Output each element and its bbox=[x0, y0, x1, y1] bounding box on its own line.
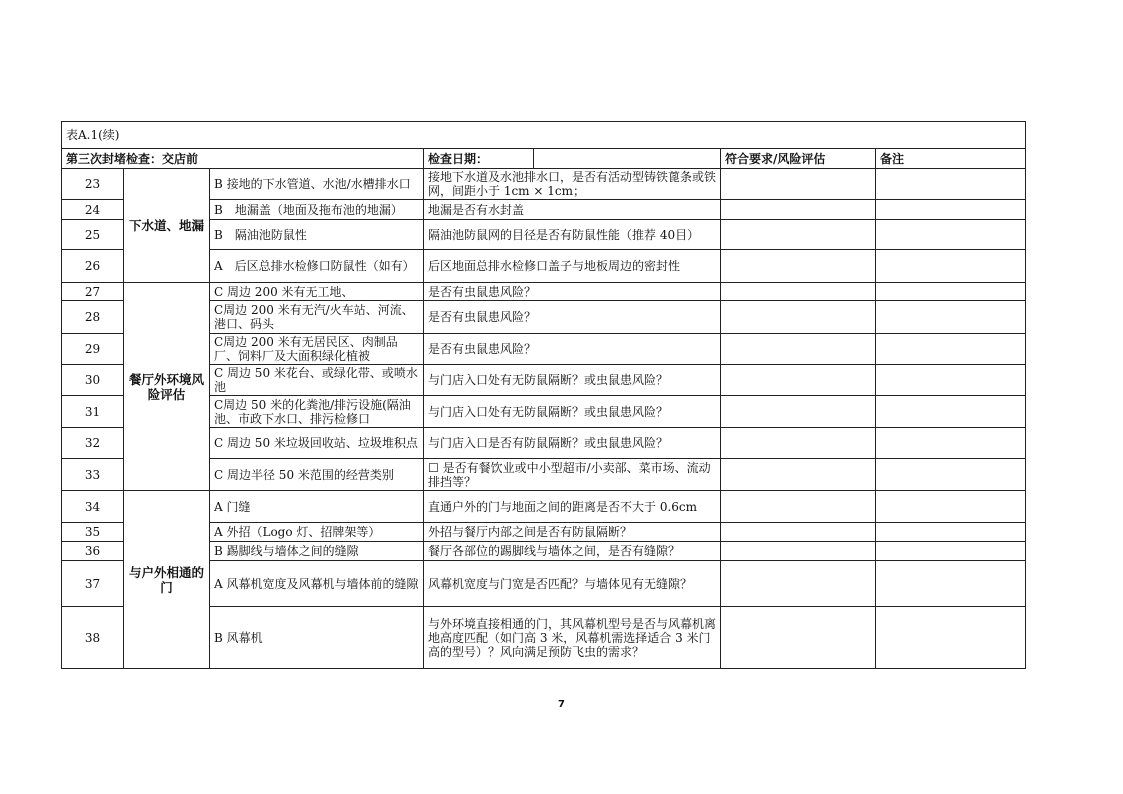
assessment-cell[interactable] bbox=[721, 459, 876, 491]
check-item: C周边 200 米有无汽/火车站、河流、港口、码头 bbox=[210, 301, 424, 334]
row-number: 24 bbox=[62, 200, 124, 220]
check-item: C 周边 200 米有无工地、 bbox=[210, 283, 424, 301]
assessment-header: 符合要求/风险评估 bbox=[721, 149, 876, 169]
remarks-cell[interactable] bbox=[876, 220, 1026, 250]
remarks-cell[interactable] bbox=[876, 301, 1026, 334]
remarks-cell[interactable] bbox=[876, 250, 1026, 283]
remarks-cell[interactable] bbox=[876, 561, 1026, 607]
date-value bbox=[534, 149, 721, 169]
row-number: 23 bbox=[62, 169, 124, 200]
category-drain: 下水道、地漏 bbox=[124, 169, 210, 283]
remarks-cell[interactable] bbox=[876, 491, 1026, 523]
check-content: 风幕机宽度与门宽是否匹配？与墙体见有无缝隙？ bbox=[424, 561, 721, 607]
category-outdoor-door: 与户外相通的门 bbox=[124, 491, 210, 669]
row-number: 33 bbox=[62, 459, 124, 491]
assessment-cell[interactable] bbox=[721, 365, 876, 396]
check-item: C周边 50 米的化粪池/排污设施(隔油池、市政下水口、排污检修口 bbox=[210, 396, 424, 428]
check-content: 与门店入口处有无防鼠隔断？或虫鼠患风险？ bbox=[424, 365, 721, 396]
check-content: 直通户外的门与地面之间的距离是否不大于 0.6cm bbox=[424, 491, 721, 523]
row-number: 38 bbox=[62, 607, 124, 669]
row-number: 27 bbox=[62, 283, 124, 301]
table-row bbox=[62, 283, 1026, 301]
check-item: A 外招（Logo 灯、招牌架等） bbox=[210, 523, 424, 542]
assessment-cell[interactable] bbox=[721, 491, 876, 523]
check-content: 与外环境直接相通的门，其风幕机型号是否与风幕机离地高度匹配（如门高 3 米，风幕机需选择适合 3 米门高的型号）？风向满足预防飞虫的需求？ bbox=[424, 607, 721, 669]
row-number: 37 bbox=[62, 561, 124, 607]
row-number: 31 bbox=[62, 396, 124, 428]
table-title: 表A.1(续) bbox=[62, 122, 1026, 149]
check-content: 隔油池防鼠网的目径是否有防鼠性能（推荐 40目） bbox=[424, 220, 721, 250]
check-item: A 后区总排水检修口防鼠性（如有） bbox=[210, 250, 424, 283]
check-item: C 周边 50 米垃圾回收站、垃圾堆积点 bbox=[210, 428, 424, 459]
date-label: 检查日期： bbox=[424, 149, 534, 169]
check-item: B 风幕机 bbox=[210, 607, 424, 669]
check-item: B 踢脚线与墙体之间的缝隙 bbox=[210, 542, 424, 561]
remarks-cell[interactable] bbox=[876, 200, 1026, 220]
check-content: 后区地面总排水检修口盖子与地板周边的密封性 bbox=[424, 250, 721, 283]
row-number: 29 bbox=[62, 334, 124, 365]
remarks-cell[interactable] bbox=[876, 334, 1026, 365]
assessment-cell[interactable] bbox=[721, 283, 876, 301]
assessment-cell[interactable] bbox=[721, 542, 876, 561]
check-content: 外招与餐厅内部之间是否有防鼠隔断？ bbox=[424, 523, 721, 542]
row-number: 36 bbox=[62, 542, 124, 561]
row-number: 32 bbox=[62, 428, 124, 459]
check-content: 餐厅各部位的踢脚线与墙体之间，是否有缝隙？ bbox=[424, 542, 721, 561]
assessment-cell[interactable] bbox=[721, 220, 876, 250]
remarks-cell[interactable] bbox=[876, 169, 1026, 200]
page-number: 7 bbox=[558, 699, 565, 710]
check-item: A 门缝 bbox=[210, 491, 424, 523]
check-content: 接地下水道及水池排水口，是否有活动型铸铁蓖条或铁网，间距小于 1cm × 1cm； bbox=[424, 169, 721, 200]
assessment-cell[interactable] bbox=[721, 561, 876, 607]
check-item: B 接地的下水管道、水池/水槽排水口 bbox=[210, 169, 424, 200]
assessment-cell[interactable] bbox=[721, 523, 876, 542]
assessment-cell[interactable] bbox=[721, 200, 876, 220]
table-row bbox=[62, 169, 1026, 200]
remarks-cell[interactable] bbox=[876, 542, 1026, 561]
assessment-cell[interactable] bbox=[721, 428, 876, 459]
check-item: A 风幕机宽度及风幕机与墙体前的缝隙 bbox=[210, 561, 424, 607]
table-header-row bbox=[62, 149, 1026, 169]
row-number: 26 bbox=[62, 250, 124, 283]
table-title-row bbox=[62, 122, 1026, 149]
check-item: B 隔油池防鼠性 bbox=[210, 220, 424, 250]
row-number: 30 bbox=[62, 365, 124, 396]
remarks-cell[interactable] bbox=[876, 459, 1026, 491]
assessment-cell[interactable] bbox=[721, 169, 876, 200]
check-content: ☐ 是否有餐饮业或中小型超市/小卖部、菜市场、流动排挡等？ bbox=[424, 459, 721, 491]
assessment-cell[interactable] bbox=[721, 607, 876, 669]
category-environment: 餐厅外环境风险评估 bbox=[124, 283, 210, 491]
assessment-cell[interactable] bbox=[721, 250, 876, 283]
check-item: C 周边 50 米花台、或绿化带、或喷水池 bbox=[210, 365, 424, 396]
row-number: 35 bbox=[62, 523, 124, 542]
section-title: 第三次封堵检查：交店前 bbox=[62, 149, 424, 169]
remarks-cell[interactable] bbox=[876, 283, 1026, 301]
table-row bbox=[62, 491, 1026, 523]
remarks-cell[interactable] bbox=[876, 396, 1026, 428]
check-item: B 地漏盖（地面及拖布池的地漏） bbox=[210, 200, 424, 220]
remarks-header: 备注 bbox=[876, 149, 1026, 169]
check-content: 地漏是否有水封盖 bbox=[424, 200, 721, 220]
row-number: 25 bbox=[62, 220, 124, 250]
remarks-cell[interactable] bbox=[876, 607, 1026, 669]
check-content: 与门店入口是否有防鼠隔断？或虫鼠患风险？ bbox=[424, 428, 721, 459]
check-content: 与门店入口处有无防鼠隔断？或虫鼠患风险？ bbox=[424, 396, 721, 428]
row-number: 34 bbox=[62, 491, 124, 523]
row-number: 28 bbox=[62, 301, 124, 334]
assessment-cell[interactable] bbox=[721, 396, 876, 428]
remarks-cell[interactable] bbox=[876, 365, 1026, 396]
remarks-cell[interactable] bbox=[876, 428, 1026, 459]
check-item: C周边 200 米有无居民区、肉制品厂、饲料厂及大面积绿化植被 bbox=[210, 334, 424, 365]
inspection-table bbox=[61, 121, 1026, 669]
check-content: 是否有虫鼠患风险？ bbox=[424, 301, 721, 334]
assessment-cell[interactable] bbox=[721, 301, 876, 334]
assessment-cell[interactable] bbox=[721, 334, 876, 365]
remarks-cell[interactable] bbox=[876, 523, 1026, 542]
check-content: 是否有虫鼠患风险？ bbox=[424, 334, 721, 365]
check-item: C 周边半径 50 米范围的经营类别 bbox=[210, 459, 424, 491]
check-content: 是否有虫鼠患风险？ bbox=[424, 283, 721, 301]
